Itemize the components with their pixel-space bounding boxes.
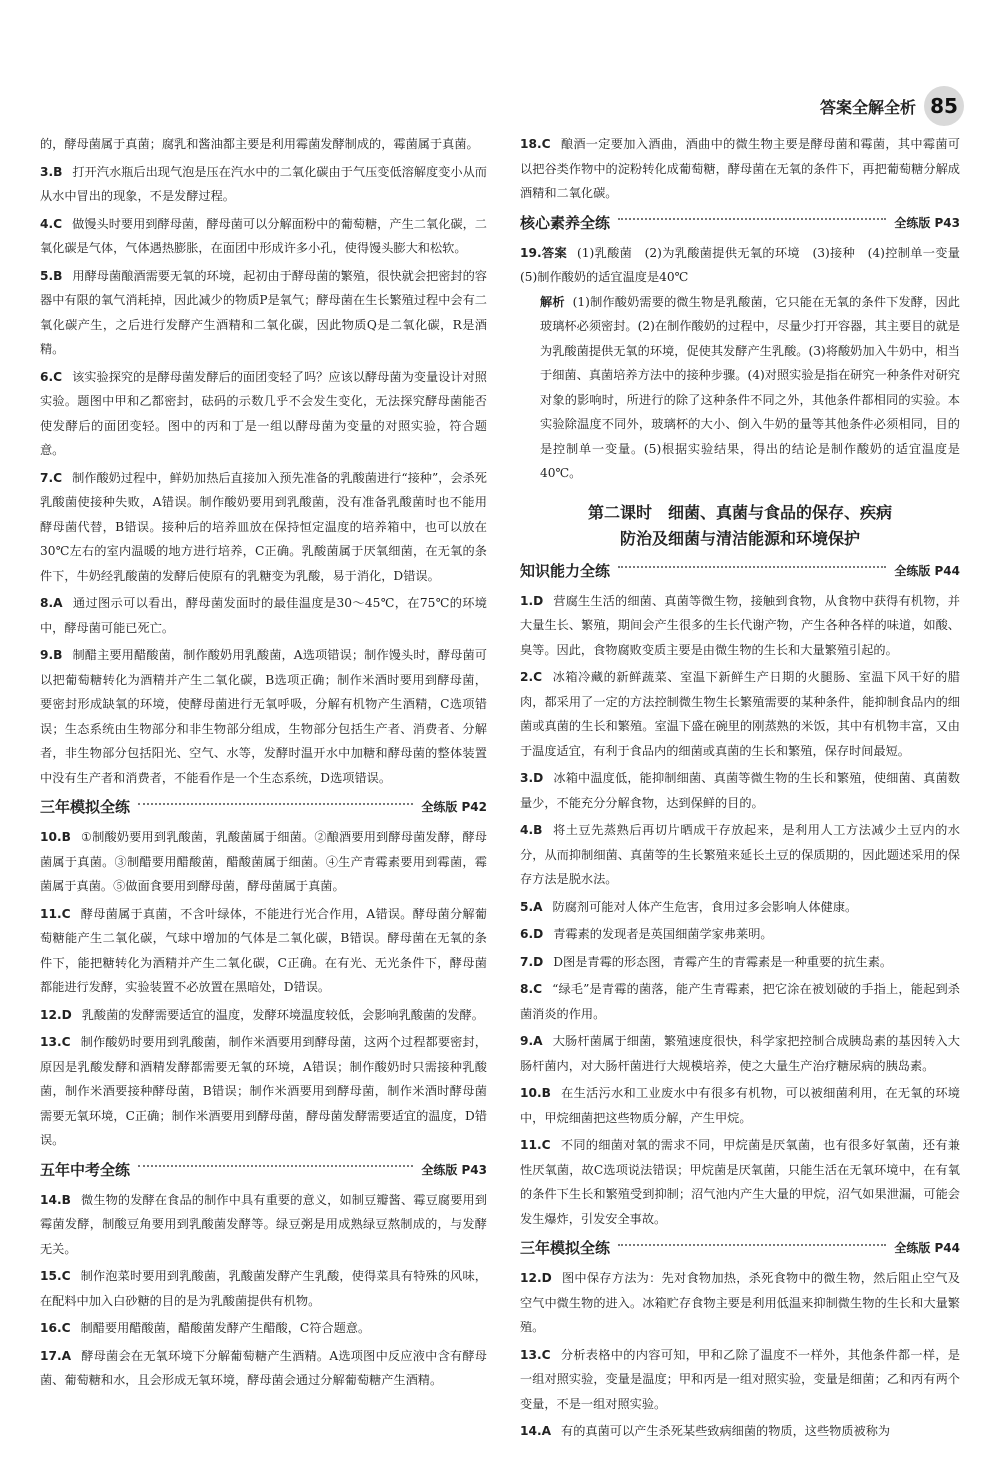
answer-text: 冰箱中温度低，能抑制细菌、真菌等微生物的生长和繁殖，使细菌、真菌数量少，不能充分分解食物，达到保鲜的目的。 — [520, 771, 960, 810]
page-header — [820, 86, 964, 126]
answer-text: 酿酒一定要加入酒曲，酒曲中的微生物主要是酵母菌和霉菌，其中霉菌可以把谷类作物中的淀粉转化成葡萄糖，酵母菌在无氧的条件下，再把葡萄糖分解成酒精和二氧化碳。 — [520, 137, 960, 200]
answer-text: 制作酸奶过程中，鲜奶加热后直接加入预先准备的乳酸菌进行“接种”，会杀死乳酸菌使接种失败，A错误。制作酸奶要用到乳酸菌，没有准备乳酸菌时也不能用酵母菌代替，B错误。接种后的培养皿放在保持恒定温度的培养箱中，也可以放在30℃左右的室内温暖的地方进行培养，C正确。乳酸菌属于厌氧细菌，在无氧的条件下，牛奶经乳酸菌的发酵后使原有的乳糖变为乳酸，易于消化，D错误。 — [40, 470, 487, 583]
answer-item — [520, 1029, 960, 1078]
answer-number: 16.C — [40, 1321, 71, 1335]
answer-number: 4.C — [40, 216, 63, 231]
answer-item — [40, 365, 487, 463]
answer-item — [520, 950, 960, 975]
lesson-title-line1: 第二课时 细菌、真菌与食品的保存、疾病 — [587, 502, 892, 522]
answer-item — [40, 643, 487, 790]
analysis-label: 解析 — [540, 294, 565, 309]
answer-text: 不同的细菌对氧的需求不同，甲烷菌是厌氧菌，也有很多好氧菌，还有兼性厌氧菌，故C选项说法错误；甲烷菌是厌氧菌，只能生活在无氧环境中，在有氧的条件下生长和繁殖受到抑制；沼气池内产生大量的甲烷，沼气如果泄漏，可能会发生爆炸，引发安全事故。 — [520, 1138, 960, 1226]
section-heading — [40, 1159, 487, 1180]
answer-text: (1)乳酸菌 (2)为乳酸菌提供无氧的环境 (3)接种 (4)控制单一变量 (5)制作酸奶的适宜温度是40℃ — [520, 245, 973, 284]
answer-number: 10.B — [40, 830, 71, 844]
answer-text: 冰箱冷藏的新鲜蔬菜、室温下新鲜生产日期的火腿肠、室温下风干好的腊肉，都采用了一定的方法控制微生物生长繁殖需要的某种条件，能抑制食品内的细菌或真菌的生长和繁殖。室温下盛在碗里的刚蒸熟的米饭，其中有机物丰富，又由于温度适宜，有利于食品内的细菌或真菌的生长和繁殖，保存时间最短。 — [520, 670, 960, 758]
answer-item — [520, 132, 960, 206]
section-title: 知识能力全练 — [520, 561, 611, 580]
answer-text: 通过图示可以看出，酵母菌发面时的最佳温度是30～45℃，在75℃的环境中，酵母菌可能已死亡。 — [40, 596, 487, 635]
answer-item — [40, 1188, 487, 1262]
answer-item — [40, 825, 487, 899]
section-ref: 全练版 P42 — [421, 800, 487, 814]
dotted-leader — [618, 218, 886, 220]
answer-item — [520, 589, 960, 663]
section-heading — [40, 796, 487, 817]
answer-number: 13.C — [40, 1035, 71, 1049]
answer-text: 酵母菌属于真菌，不含叶绿体，不能进行光合作用，A错误。酵母菌分解葡萄糖能产生二氧化碳，气球中增加的气体是二氧化碳，B错误。酵母菌在无氧的条件下，能把糖转化为酒精并产生二氧化碳，C正确。在有光、无光条件下，酵母菌都能进行发酵，实验装置不必放置在黑暗处，D错误。 — [40, 906, 487, 994]
answer-item — [520, 977, 960, 1026]
answer-text: 图中保存方法为：先对食物加热，杀死食物中的微生物，然后阻止空气及空气中微生物的进入。冰箱贮存食物主要是利用低温来抑制微生物的生长和大量繁殖。 — [520, 1271, 960, 1334]
section-title: 三年模拟全练 — [520, 1239, 611, 1257]
answer-text: 制作酸奶时要用到乳酸菌，制作米酒要用到酵母菌，这两个过程都要密封，原因是乳酸发酵和酒精发酵都需要无氧的环境，A错误；制作酸奶时只需接种乳酸菌，制作米酒要接种酵母菌，B错误；制作米酒要用到酵母菌，制作米酒时酵母菌需要无氧环境，C正确；制作米酒要用到酵母菌，酵母菌发酵需要适宜的温度，D错误。 — [40, 1035, 487, 1147]
section-title: 三年模拟全练 — [40, 798, 131, 816]
answer-number: 4.B — [520, 823, 543, 837]
answer-number: 5.A — [520, 899, 543, 914]
answer-text: 在生活污水和工业废水中有很多有机物，可以被细菌利用，在无氧的环境中，甲烷细菌把这些物质分解，产生甲烷。 — [520, 1086, 960, 1125]
answer-item — [40, 160, 487, 209]
answer-item — [520, 818, 960, 892]
header-title: 答案全解全析 — [819, 97, 916, 117]
answer-number: 12.D — [520, 1271, 552, 1285]
answer-item — [40, 1264, 487, 1313]
lesson-title — [520, 500, 960, 552]
answer-item — [520, 665, 960, 763]
answer-item — [520, 766, 960, 815]
answer-number: 15.C — [40, 1269, 71, 1283]
answer-list — [40, 132, 487, 790]
answer-number: 5.B — [40, 268, 63, 283]
answer-item — [40, 264, 487, 362]
section-heading — [520, 560, 960, 581]
question-19 — [520, 241, 973, 486]
answer-item — [40, 902, 487, 1000]
section-heading — [520, 212, 960, 233]
answer-number: 2.C — [520, 670, 543, 684]
answer-text: 青霉素的发现者是英国细菌学家弗莱明。 — [553, 927, 773, 941]
answer-item — [520, 1081, 960, 1130]
answer-item — [40, 466, 487, 589]
answer-text: 将土豆先蒸熟后再切片晒成干存放起来，是利用人工方法减少土豆内的水分，从而抑制细菌、真菌等的生长繁殖来延长土豆的保质期的，因此题述采用的保存方法是脱水法。 — [520, 823, 960, 886]
section-ref: 全练版 P43 — [421, 1162, 487, 1177]
answer-text: 分析表格中的内容可知，甲和乙除了温度不一样外，其他条件都一样，是一组对照实验，变量是温度；甲和丙是一组对照实验，变量是细菌；乙和丙有两个变量，不是一组对照实验。 — [520, 1347, 960, 1411]
answer-number: 18.C — [520, 137, 551, 151]
section-ref: 全练版 P44 — [894, 563, 960, 578]
answer-text: 大肠杆菌属于细菌，繁殖速度很快，科学家把控制合成胰岛素的基因转入大肠杆菌内，对大肠杆菌进行大规模培养，使之大量生产治疗糖尿病的胰岛素。 — [520, 1034, 960, 1073]
section-title: 五年中考全练 — [40, 1160, 131, 1179]
answer-item — [40, 132, 487, 157]
answer-number: 10.B — [520, 1086, 551, 1100]
right-column — [520, 132, 973, 1438]
answer-list — [520, 132, 960, 206]
answer-text: D图是青霉的形态图，青霉产生的青霉素是一种重要的抗生素。 — [553, 954, 893, 969]
section-title: 核心素养全练 — [520, 213, 611, 232]
dotted-leader — [618, 566, 886, 568]
answer-number: 7.D — [520, 954, 544, 969]
answer-number: 1.D — [520, 593, 544, 608]
section-ref: 全练版 P43 — [894, 215, 960, 230]
answer-text: 制作泡菜时要用到乳酸菌，乳酸菌发酵产生乳酸，使得菜具有特殊的风味，在配料中加入白砂糖的目的是为乳酸菌提供有机物。 — [40, 1269, 487, 1308]
answer-item — [520, 922, 960, 947]
answer-item — [40, 1344, 487, 1393]
answer-text: “绿毛”是青霉的菌落，能产生青霉素，把它涂在被划破的手指上，能起到杀菌消炎的作用。 — [520, 982, 960, 1021]
answer-text: 微生物的发酵在食品的制作中具有重要的意义，如制豆瓣酱、霉豆腐要用到霉菌发酵，制酸豆角要用到乳酸菌发酵等。绿豆粥是用成熟绿豆熬制成的，与发酵无关。 — [40, 1192, 487, 1256]
answer-number: 14.A — [520, 1424, 552, 1438]
page-number: 85 — [924, 86, 964, 126]
answer-list — [40, 1188, 487, 1393]
answer-text: 有的真菌可以产生杀死某些致病细菌的物质，这些物质被称为 — [561, 1424, 891, 1438]
answer-number: 3.B — [40, 164, 63, 179]
answer-text: 用酵母菌酿酒需要无氧的环境，起初由于酵母菌的繁殖，很快就会把密封的容器中有限的氧气消耗掉，因此减少的物质P是氧气；酵母菌在生长繁殖过程中会有二氧化碳产生，之后进行发酵产生酒精和二氧化碳，因此物质Q是二氧化碳，R是酒精。 — [40, 268, 487, 356]
answer-text: 该实验探究的是酵母菌发酵后的面团变轻了吗？应该以酵母菌为变量设计对照实验。题图中甲和乙都密封，砝码的示数几乎不会发生变化，无法探究酵母菌能否使发酵后的面团变轻。图中的丙和丁是一组以酵母菌为变量的对照实验，符合题意。 — [40, 369, 487, 457]
answer-item — [520, 1266, 960, 1340]
answer-number: 8.C — [520, 982, 543, 996]
answer-number: 8.A — [40, 596, 63, 610]
dotted-leader — [618, 1244, 886, 1246]
answer-item — [40, 1030, 487, 1153]
section-heading — [520, 1237, 960, 1258]
answer-list — [520, 1266, 960, 1444]
analysis — [520, 290, 960, 486]
answer-item — [40, 591, 487, 640]
answer-item — [520, 895, 960, 920]
answer-number: 9.B — [40, 648, 63, 662]
answer-text: 制醋主要用醋酸菌，制作酸奶用乳酸菌，A选项错误；制作馒头时，酵母菌可以把葡萄糖转化为酒精并产生二氧化碳，B选项正确；制作米酒时要用到酵母菌，要密封形成缺氧的环境，使酵母菌进行无氧呼吸，分解有机物产生酒精，C选项错误；生态系统由生物部分和非生物部分组成，生物部分包括生产者、消费者、分解者，非生物部分包括阳光、空气、水等，发酵时温开水中加糖和酵母菌的整体装置中没有生产者和消费者，不能看作是一个生态系统，D选项错误。 — [40, 648, 487, 785]
answer-number: 19.答案 — [520, 245, 567, 260]
answer-text: 做馒头时要用到酵母菌，酵母菌可以分解面粉中的葡萄糖，产生二氧化碳，二氧化碳是气体，气体遇热膨胀，在面团中形成许多小孔，使得馒头膨大和松软。 — [40, 216, 487, 255]
answer-text: 的，酵母菌属于真菌；腐乳和酱油都主要是利用霉菌发酵制成的，霉菌属于真菌。 — [40, 137, 479, 151]
answer-item — [520, 1133, 960, 1231]
answer-list — [40, 825, 487, 1153]
answer-number: 12.D — [40, 1007, 72, 1022]
answer-text: 营腐生生活的细菌、真菌等微生物，接触到食物，从食物中获得有机物，并大量生长、繁殖，期间会产生很多的生长代谢产物，产生各种各样的味道，如酸、臭等。因此，食物腐败变质主要是由微生物的生长和大量繁殖引起的。 — [520, 593, 960, 657]
answer-number: 17.A — [40, 1348, 72, 1363]
dotted-leader — [138, 1165, 413, 1167]
analysis-text: (1)制作酸奶需要的微生物是乳酸菌，它只能在无氧的条件下发酵，因此玻璃杯必须密封。(2)在制作酸奶的过程中，尽量少打开容器，其主要目的就是为乳酸菌提供无氧的环境，促使其发酵产生乳酸。(3)将酸奶加入牛奶中，相当于细菌、真菌培养方法中的接种步骤。(4)对照实验是指在研究一种条件对研究对象的影响时，所进行的除了这种条件不同之外，其他条件都相同的实验。本实验除温度不同外，玻璃杯的大小、倒入牛奶的量等其他条件必须相同，目的是控制单一变量。(5)根据实验结果，得出的结论是制作酸奶的适宜温度是40℃。 — [540, 294, 960, 480]
answer-item — [520, 1419, 960, 1444]
answer-number: 11.C — [520, 1138, 551, 1152]
answer-number: 14.B — [40, 1192, 71, 1207]
dotted-leader — [138, 803, 413, 805]
answer-number: 6.D — [520, 927, 544, 941]
answer-text: 制醋要用醋酸菌，醋酸菌发酵产生醋酸，C符合题意。 — [80, 1321, 371, 1335]
answer-number: 6.C — [40, 369, 63, 384]
answer-text: 酵母菌会在无氧环境下分解葡萄糖产生酒精。A选项图中反应液中含有酵母菌、葡萄糖和水，且会形成无氧环境，酵母菌会通过分解葡萄糖产生酒精。 — [40, 1348, 487, 1387]
answer-number: 3.D — [520, 771, 544, 785]
answer-number: 7.C — [40, 470, 63, 485]
answer-text: 打开汽水瓶后出现气泡是压在汽水中的二氧化碳由于气压变低溶解度变小从而从水中冒出的现象，不是发酵过程。 — [40, 164, 487, 203]
left-column — [40, 132, 487, 1431]
answer-number: 13.C — [520, 1347, 551, 1362]
answer-item — [40, 1003, 487, 1028]
answer-number: 11.C — [40, 906, 71, 921]
answer-item — [40, 1316, 487, 1341]
answer-item — [520, 1343, 960, 1417]
lesson-title-line2: 防治及细菌与清洁能源和环境保护 — [619, 528, 860, 548]
answer-text: ①制酸奶要用到乳酸菌，乳酸菌属于细菌。②酿酒要用到酵母菌发酵，酵母菌属于真菌。③制醋要用醋酸菌，醋酸菌属于细菌。④生产青霉素要用到霉菌，霉菌属于真菌。⑤做面食要用到酵母菌，酵母菌属于真菌。 — [40, 830, 487, 893]
answer-text: 防腐剂可能对人体产生危害，食用过多会影响人体健康。 — [552, 899, 858, 914]
answer-item — [40, 212, 487, 261]
answer-number: 9.A — [520, 1034, 543, 1048]
section-ref: 全练版 P44 — [894, 1241, 960, 1255]
answer-text: 乳酸菌的发酵需要适宜的温度，发酵环境温度较低，会影响乳酸菌的发酵。 — [81, 1007, 484, 1022]
answer-list — [520, 589, 960, 1232]
